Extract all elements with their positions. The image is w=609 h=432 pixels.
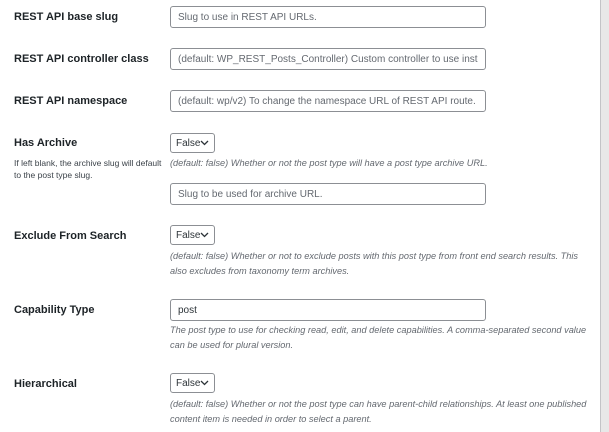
rest-base-label: REST API base slug [14, 11, 119, 23]
exclude-from-search-select[interactable] [170, 225, 215, 245]
rest-base-input[interactable] [170, 6, 486, 28]
has-archive-description: (default: false) Whether or not the post type will have a post type archive URL. [170, 158, 488, 168]
hierarchical-description: (default: false) Whether or not the post type can have parent-child relationships. At least one published content item is needed in order to select a parent. [170, 399, 587, 424]
has-archive-label: Has Archive [14, 137, 78, 149]
has-archive-slug-input[interactable] [170, 183, 486, 205]
rest-namespace-input[interactable] [170, 90, 486, 112]
rest-controller-label: REST API controller class [14, 53, 149, 65]
exclude-from-search-label: Exclude From Search [14, 230, 127, 242]
hierarchical-value: False [176, 377, 201, 389]
chevron-down-icon [200, 232, 209, 238]
rest-controller-input[interactable] [170, 48, 486, 70]
has-archive-value: False [176, 137, 201, 149]
capability-type-input[interactable] [170, 299, 486, 321]
scrollbar[interactable] [601, 0, 609, 432]
exclude-from-search-description: (default: false) Whether or not to exclude posts with this post type from front end search results. This also excludes from taxonomy term archives. [170, 251, 579, 276]
rest-namespace-label: REST API namespace [14, 95, 128, 107]
chevron-down-icon [200, 380, 209, 386]
exclude-from-search-value: False [176, 229, 201, 241]
has-archive-help: If left blank, the archive slug will default to the post type slug. [14, 158, 162, 180]
chevron-down-icon [200, 140, 209, 146]
hierarchical-select[interactable] [170, 373, 215, 393]
capability-type-description: The post type to use for checking read, edit, and delete capabilities. A comma-separated second value can be used for plural version. [170, 325, 587, 350]
has-archive-select[interactable] [170, 133, 215, 153]
capability-type-label: Capability Type [14, 304, 95, 316]
hierarchical-label: Hierarchical [14, 378, 77, 390]
